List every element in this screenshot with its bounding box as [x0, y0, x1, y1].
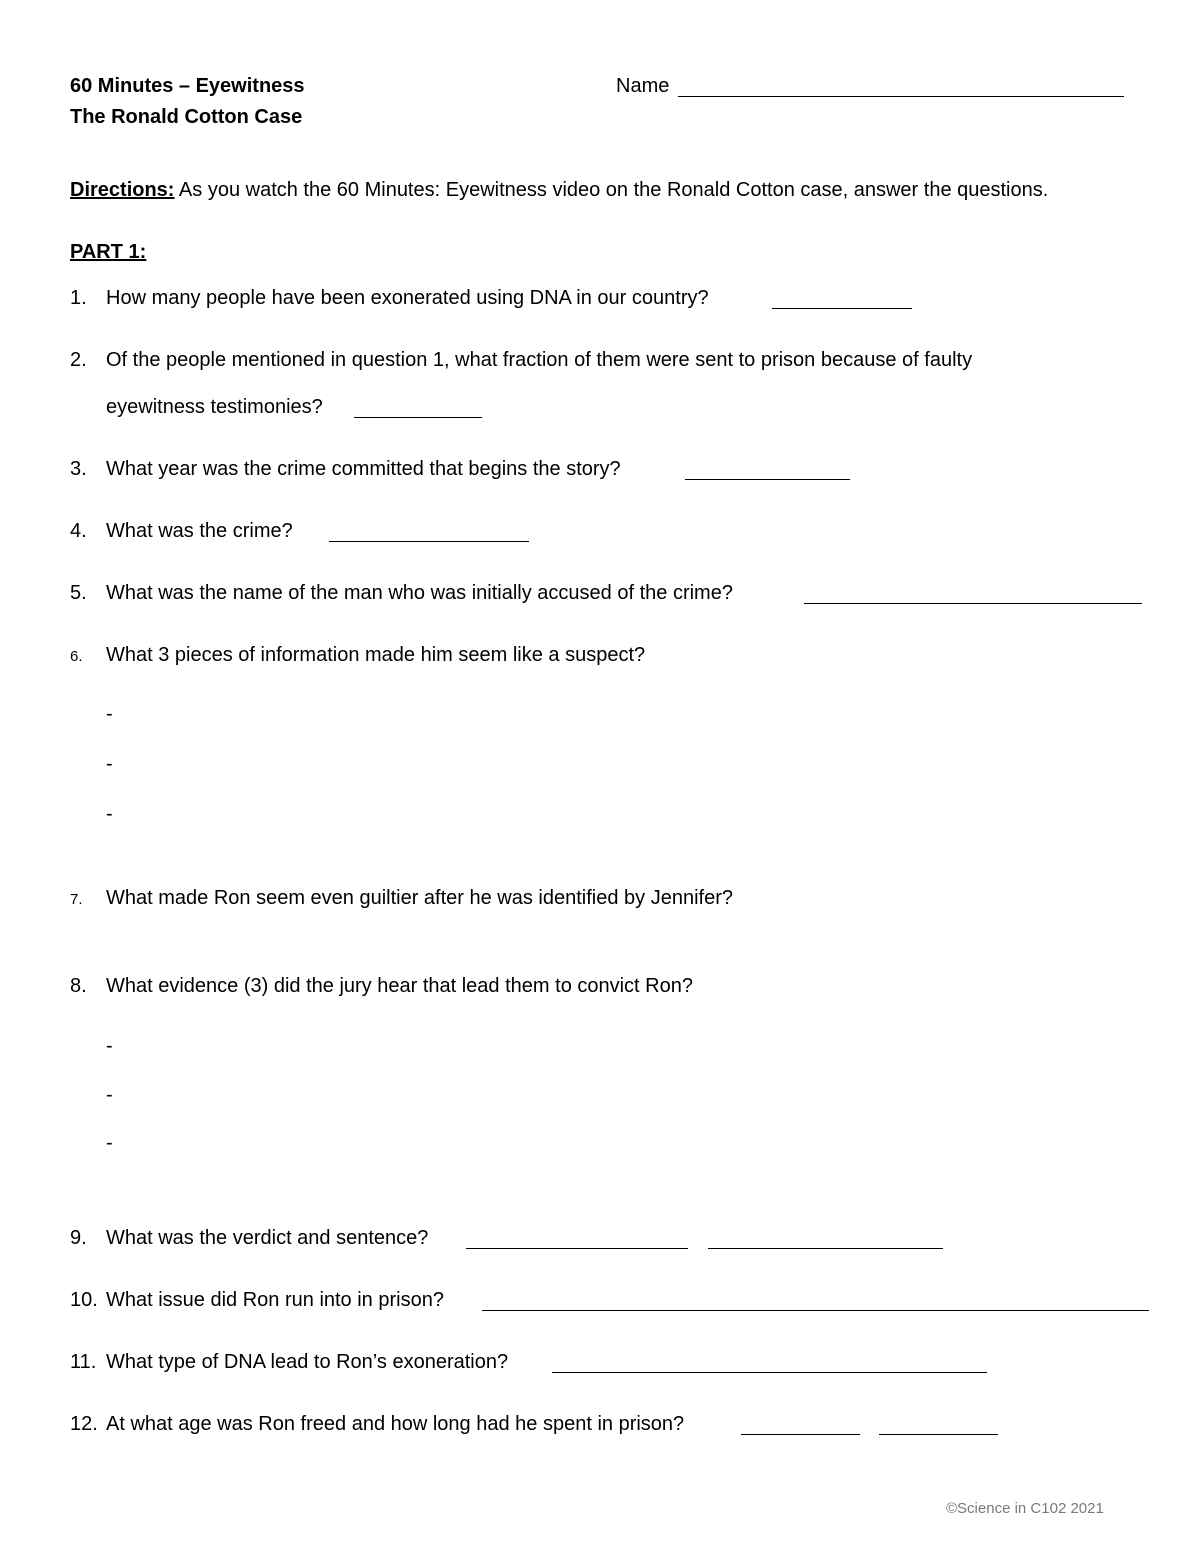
question-2-text-continued: eyewitness testimonies?	[106, 396, 323, 418]
name-blank[interactable]	[678, 96, 1124, 97]
question-6-text: What 3 pieces of information made him seem like a suspect?	[106, 644, 646, 666]
answer-dash: -	[106, 803, 113, 825]
question-12-text: At what age was Ron freed and how long had he spent in prison?	[106, 1413, 685, 1435]
answer-blank-9-sentence[interactable]	[708, 1248, 943, 1249]
question-8: 8. What evidence (3) did the jury hear that lead them to convict Ron?	[70, 975, 693, 997]
answer-blank-4[interactable]	[329, 541, 529, 542]
question-9-text: What was the verdict and sentence?	[106, 1227, 429, 1249]
worksheet-title: 60 Minutes – Eyewitness	[70, 75, 305, 97]
answer-blank-9-verdict[interactable]	[466, 1248, 688, 1249]
answer-blank-12-age[interactable]	[741, 1434, 860, 1435]
directions-text: As you watch the 60 Minutes: Eyewitness video on the Ronald Cotton case, answer the questions.	[174, 179, 1049, 201]
answer-blank-11[interactable]	[552, 1372, 987, 1373]
question-7-text: What made Ron seem even guiltier after he was identified by Jennifer?	[106, 887, 734, 909]
directions	[70, 180, 1048, 200]
question-4: 4. What was the crime?	[70, 520, 293, 542]
question-11-text: What type of DNA lead to Ron’s exoneration?	[106, 1351, 509, 1373]
question-11: 11. What type of DNA lead to Ron’s exoneration?	[70, 1351, 509, 1373]
answer-blank-3[interactable]	[685, 479, 850, 480]
question-1: 1. How many people have been exonerated using DNA in our country?	[70, 287, 709, 309]
question-4-text: What was the crime?	[106, 520, 293, 542]
worksheet-subtitle: The Ronald Cotton Case	[70, 106, 303, 128]
question-5-text: What was the name of the man who was initially accused of the crime?	[106, 582, 733, 604]
question-8-text: What evidence (3) did the jury hear that lead them to convict Ron?	[106, 975, 693, 997]
answer-blank-12-duration[interactable]	[879, 1434, 998, 1435]
answer-dash: -	[106, 1084, 113, 1106]
question-2: 2. Of the people mentioned in question 1, what fraction of them were sent to prison because of faulty	[70, 349, 973, 371]
answer-dash: -	[106, 1035, 113, 1057]
directions-label: Directions:	[70, 179, 175, 201]
part-label: PART 1:	[70, 241, 147, 263]
question-2-text: Of the people mentioned in question 1, what fraction of them were sent to prison because of faulty	[106, 349, 973, 371]
question-3-text: What year was the crime committed that begins the story?	[106, 458, 621, 480]
question-9: 9. What was the verdict and sentence?	[70, 1227, 429, 1249]
answer-dash: -	[106, 1132, 113, 1154]
answer-dash: -	[106, 703, 113, 725]
answer-blank-2[interactable]	[354, 417, 482, 418]
question-10: 10. What issue did Ron run into in prison?	[70, 1289, 444, 1311]
copyright-footer: ©Science in C102 2021	[946, 1500, 1104, 1517]
name-label: Name	[616, 75, 670, 97]
question-5: 5. What was the name of the man who was initially accused of the crime?	[70, 582, 733, 604]
answer-blank-10[interactable]	[482, 1310, 1149, 1311]
answer-blank-1[interactable]	[772, 308, 912, 309]
answer-blank-5[interactable]	[804, 603, 1142, 604]
answer-dash: -	[106, 753, 113, 775]
question-6: 6. What 3 pieces of information made him seem like a suspect?	[70, 644, 646, 666]
question-1-text: How many people have been exonerated using DNA in our country?	[106, 287, 709, 309]
question-3: 3. What year was the crime committed that begins the story?	[70, 458, 621, 480]
question-12: 12. At what age was Ron freed and how long had he spent in prison?	[70, 1413, 685, 1435]
question-7: 7. What made Ron seem even guiltier after he was identified by Jennifer?	[70, 887, 734, 909]
question-10-text: What issue did Ron run into in prison?	[106, 1289, 444, 1311]
